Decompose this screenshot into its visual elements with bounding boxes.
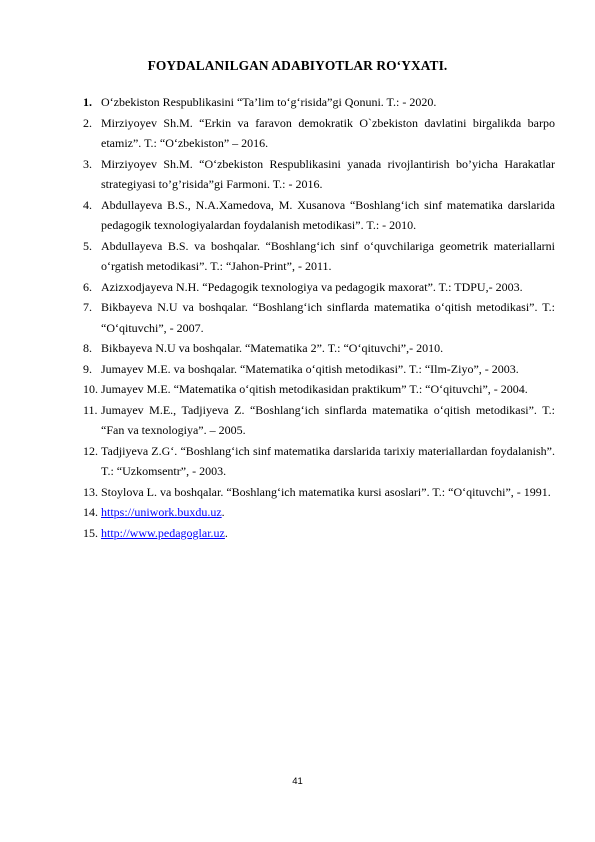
reference-text: Abdullayeva B.S., N.A.Xamedova, M. Xusanova “Boshlang‘ich sinf matematika darslarida pedagogik texnologiyalardan foydalanish metodikasi”. T.: - 2010. — [101, 197, 555, 232]
reference-item — [83, 379, 555, 400]
reference-text: Mirziyoyev Sh.M. “O‘zbekiston Respublikasini yanada rivojlantirish bo’yicha Harakatlar strategiyasi to’g’risida”gi Farmoni. T.: - 2016. — [101, 156, 555, 191]
link-suffix: . — [221, 505, 225, 519]
reference-item — [83, 400, 555, 441]
reference-text: Bikbayeva N.U va boshqalar. “Matematika 2”. T.: “O‘qituvchi”,- 2010. — [101, 341, 444, 355]
reference-number: 2. — [83, 115, 92, 130]
reference-item — [83, 154, 555, 195]
reference-link[interactable]: http://www.pedagoglar.uz — [101, 525, 225, 540]
reference-item — [83, 441, 555, 482]
reference-number: 8. — [83, 341, 92, 355]
reference-item — [83, 277, 555, 298]
reference-item — [83, 523, 555, 544]
reference-link[interactable]: https://uniwork.buxdu.uz — [101, 505, 222, 519]
reference-text: Tadjiyeva Z.G‘. “Boshlang‘ich sinf matematika darslarida tarixiy materiallardan foydalanish”. T.: “Uzkomsentr”, - 2003. — [101, 443, 555, 478]
reference-number: 13. — [83, 484, 98, 499]
reference-text: Jumayev M.E., Tadjiyeva Z. “Boshlang‘ich sinflarda matematika o‘qitish metodikasi”. T.: “Fan va texnologiya”. – 2005. — [101, 402, 555, 437]
reference-text: Stoylova L. va boshqalar. “Boshlang‘ich matematika kursi asoslari”. T.: “O‘qituvchi”, - 1991. — [101, 484, 551, 499]
reference-item — [83, 195, 555, 236]
page-number: 41 — [292, 776, 303, 787]
reference-number: 6. — [83, 279, 92, 294]
reference-text: Abdullayeva B.S. va boshqalar. “Boshlang‘ich sinf o‘quvchilariga geometrik materiallarni o‘rgatish metodikasi”. T.: “Jahon-Print”, - 2011. — [101, 238, 555, 273]
reference-number: 11. — [83, 402, 98, 417]
reference-item — [83, 113, 555, 154]
reference-list — [83, 92, 555, 543]
reference-item — [83, 359, 555, 380]
reference-item — [83, 502, 555, 523]
reference-number: 7. — [83, 300, 92, 314]
reference-text: Mirziyoyev Sh.M. “Erkin va faravon demokratik O`zbekiston davlatini birgalikda barpo etamiz”. T.: “O‘zbekiston” – 2016. — [101, 115, 555, 150]
reference-number: 5. — [83, 238, 92, 253]
reference-number: 9. — [83, 361, 92, 376]
reference-text: Bikbayeva N.U va boshqalar. “Boshlang‘ich sinflarda matematika o‘qitish metodikasi”. T.: “O‘qituvchi”, - 2007. — [101, 300, 555, 335]
page-title: FOYDALANILGAN ADABIYOTLAR RO‘YXATI. — [147, 58, 448, 73]
reference-text: Jumayev M.E. “Matematika o‘qitish metodikasidan praktikum” T.: “O‘qituvchi”, - 2004. — [101, 382, 528, 396]
reference-number: 4. — [83, 197, 92, 212]
reference-item — [83, 338, 555, 359]
reference-text: Azizxodjayeva N.H. “Pedagogik texnologiya va pedagogik maxorat”. T.: TDPU,- 2003. — [101, 279, 523, 294]
reference-number: 12. — [83, 443, 98, 458]
reference-number: 15. — [83, 525, 98, 540]
reference-item — [83, 236, 555, 277]
reference-number: 3. — [83, 156, 92, 171]
reference-item — [83, 92, 555, 113]
reference-text: O‘zbekiston Respublikasini “Ta’lim to‘g‘risida”gi Qonuni. T.: - 2020. — [101, 95, 437, 109]
reference-number: 14. — [83, 505, 98, 519]
reference-item — [83, 482, 555, 503]
reference-number: 10. — [83, 382, 98, 396]
reference-item — [83, 297, 555, 338]
reference-number: 1. — [83, 95, 92, 109]
reference-text: Jumayev M.E. va boshqalar. “Matematika o‘qitish metodikasi”. T.: “Ilm-Ziyo”, - 2003. — [101, 361, 519, 376]
link-suffix: . — [224, 525, 228, 540]
